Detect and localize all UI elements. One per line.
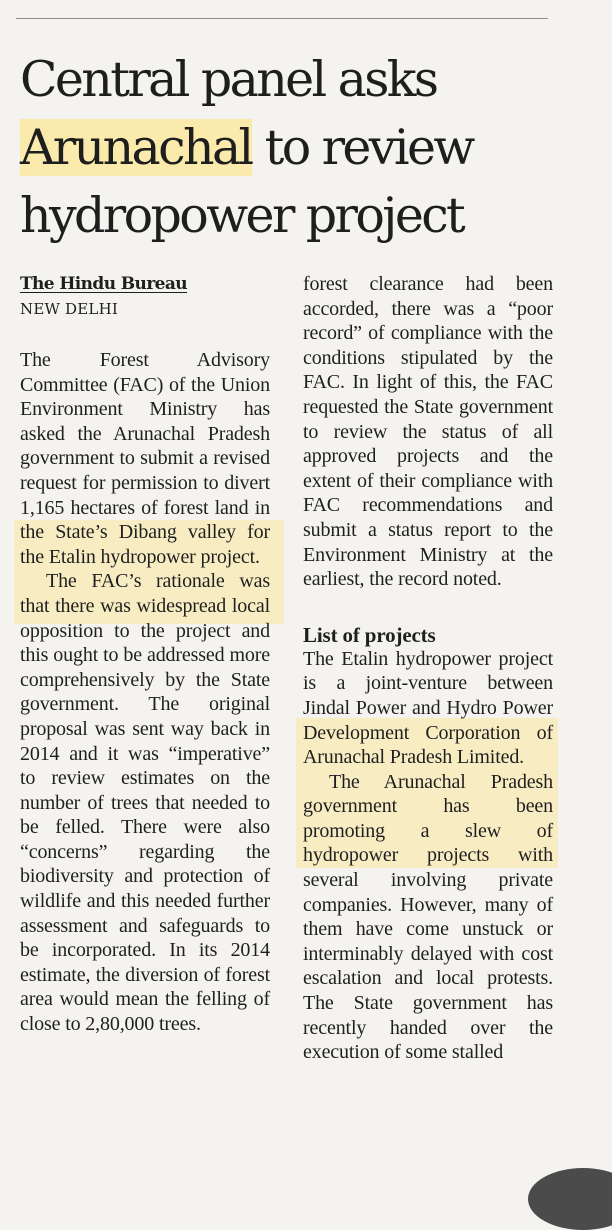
right-paragraph-2: The Etalin hydropower project is a joint-venture between Jindal Power and Hydro Power Development Corporation of Arunachal Pradesh Limited. <box>303 647 553 769</box>
article-column-left <box>20 348 270 1037</box>
left-paragraph-1: The Forest Advisory Committee (FAC) of the Union Environment Ministry has asked the Arunachal Pradesh government to submit a revised request for permission to divert 1,165 hectares of forest land in the State’s Dibang valley for the Etalin hydropower project. <box>20 349 270 568</box>
right-paragraph-3: The Arunachal Pradesh government has been promoting a slew of hydropower projects with several involving private companies. However, many of them have come unstuck or interminably delayed with cost escalation and local protests. The State government has recently handed over the execution of some stalled <box>303 770 553 1064</box>
dateline: NEW DELHI <box>20 300 119 318</box>
headline-highlighted-word: Arunachal <box>20 119 252 176</box>
headline-line-3: hydropower project <box>20 187 464 244</box>
headline-line-2: Arunachal to review <box>20 119 473 176</box>
right-paragraph-1: forest clearance had been accorded, there was a “poor record” of compliance with the conditions stipulated by the FAC. In light of this, the FAC requested the State government to review the status of all approved projects and the extent of their compliance with FAC recommendations and submit a status report to the Environment Ministry at the earliest, the record noted. <box>303 273 553 591</box>
top-rule <box>16 18 548 19</box>
subhead-list-of-projects: List of projects <box>303 622 436 647</box>
article-column-right <box>303 272 553 1065</box>
headline-line-1: Central panel asks <box>20 51 437 108</box>
corner-shadow <box>528 1168 612 1230</box>
byline: The Hindu Bureau <box>20 274 188 294</box>
left-paragraph-2: The FAC’s rationale was that there was widespread local opposition to the project and this ought to be addressed more comprehensively by the State government. The original proposal was sent way back in 2014 and it was “imperative” to review estimates on the number of trees that needed to be felled. There were also “concerns” regarding the biodiversity and protection of wildlife and this needed further assessment and safeguards to be incorporated. In its 2014 estimate, the diversion of forest area would mean the felling of close to 2,80,000 trees. <box>20 570 270 1036</box>
headline <box>20 46 580 250</box>
